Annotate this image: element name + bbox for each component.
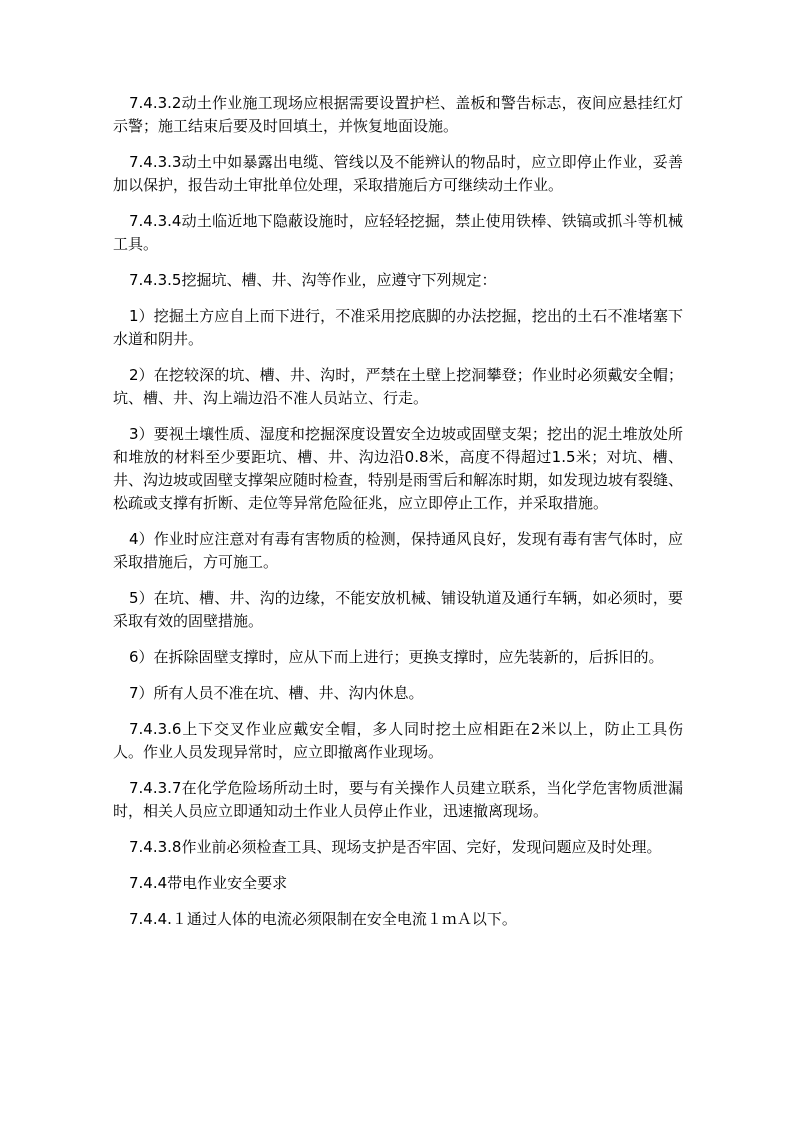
paragraph-7-4-4-1: 7.4.4.１通过人体的电流必须限制在安全电流１ｍＡ以下。	[129, 910, 517, 928]
paragraph-7-4-3-5: 7.4.3.5挖掘坑、槽、井、沟等作业，应遵守下列规定：	[129, 271, 497, 289]
document-body	[113, 92, 683, 944]
paragraph-7-4-3-7: 7.4.3.7在化学危险场所动土时，要与有关操作人员建立联系，当化学危害物质泄漏时，相关人员应立即通知动土作业人员停止作业，迅速撤离现场。	[113, 779, 683, 820]
list-item-2: 2）在挖较深的坑、槽、井、沟时，严禁在土壁上挖洞攀登；作业时必须戴安全帽；坑、槽、井、沟上端边沿不准人员站立、行走。	[113, 366, 683, 407]
list-item-3: 3）要视土壤性质、湿度和挖掘深度设置安全边坡或固壁支架；挖出的泥土堆放处所和堆放的材料至少要距坑、槽、井、沟边沿0.8米，高度不得超过1.5米；对坑、槽、井、沟边坡或固壁支撑架应随时检查，特别是雨雪后和解冻时期，如发现边坡有裂缝、松疏或支撑有折断、走位等异常危险征兆，应立即停止工作，并采取措施。	[113, 425, 684, 512]
list-item-6: 6）在拆除固壁支撑时，应从下而上进行；更换支撑时，应先装新的，后拆旧的。	[129, 648, 664, 666]
list-item-7: 7）所有人员不准在坑、槽、井、沟内休息。	[129, 684, 424, 702]
paragraph-7-4-3-2: 7.4.3.2动土作业施工现场应根据需要设置护栏、盖板和警告标志，夜间应悬挂红灯示警；施工结束后要及时回填土，并恢复地面设施。	[113, 94, 683, 135]
paragraph-7-4-3-3: 7.4.3.3动土中如暴露出电缆、管线以及不能辨认的物品时，应立即停止作业，妥善加以保护，报告动土审批单位处理，采取措施后方可继续动土作业。	[113, 153, 683, 194]
paragraph-7-4-3-8: 7.4.3.8作业前必须检查工具、现场支护是否牢固、完好，发现问题应及时处理。	[129, 838, 662, 856]
list-item-1: 1）挖掘土方应自上而下进行，不准采用挖底脚的办法挖掘，挖出的土石不准堵塞下水道和阴井。	[113, 307, 683, 348]
section-heading-7-4-4: 7.4.4带电作业安全要求	[129, 874, 288, 892]
paragraph-7-4-3-6: 7.4.3.6上下交叉作业应戴安全帽，多人同时挖土应相距在2米以上，防止工具伤人。作业人员发现异常时，应立即撤离作业现场。	[113, 720, 683, 761]
list-item-5: 5）在坑、槽、井、沟的边缘，不能安放机械、铺设轨道及通行车辆，如必须时，要采取有效的固壁措施。	[113, 589, 683, 630]
paragraph-7-4-3-4: 7.4.3.4动土临近地下隐蔽设施时，应轻轻挖掘，禁止使用铁棒、铁镐或抓斗等机械工具。	[113, 212, 683, 253]
list-item-4: 4）作业时应注意对有毒有害物质的检测，保持通风良好，发现有毒有害气体时，应采取措施后，方可施工。	[113, 530, 683, 571]
